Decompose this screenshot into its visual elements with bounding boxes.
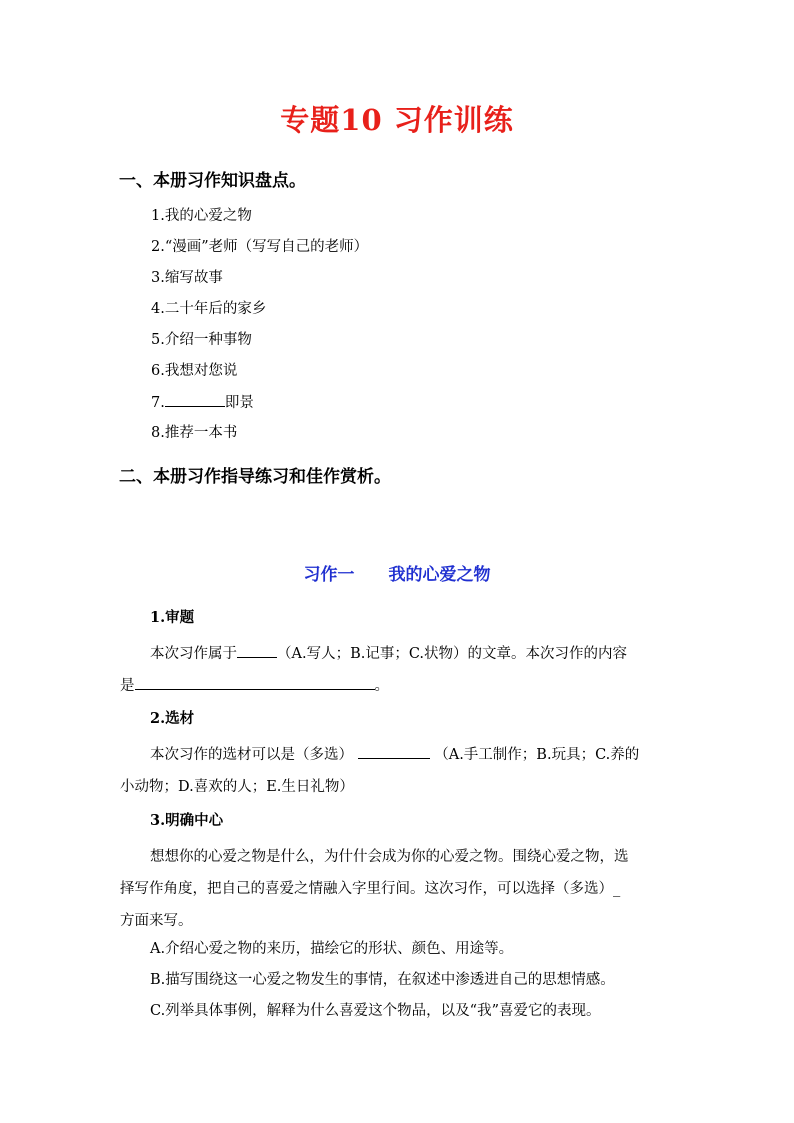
section-heading-knowledge: 一、本册习作知识盘点。 bbox=[119, 171, 306, 191]
section-heading-practice: 二、本册习作指导练习和佳作赏析。 bbox=[119, 467, 391, 487]
topic-list bbox=[151, 205, 368, 453]
fill-blank[interactable] bbox=[237, 642, 277, 658]
theme-paragraph: 想想你的心爱之物是什么，为什什会成为你的心爱之物。围绕心爱之物，选 择写作角度，把自己的喜爱之情融入字里行间。这次习作，可以选择（多选）_ 方面来写。 bbox=[120, 849, 629, 929]
topic-item: 3.缩写故事 bbox=[151, 270, 223, 286]
topic-item-number: 7. bbox=[151, 395, 165, 411]
essay-title-name: 我的心爱之物 bbox=[388, 565, 491, 585]
option-item: B.描写围绕这一心爱之物发生的事情，在叙述中渗透进自己的思想情感。 bbox=[150, 972, 615, 988]
options-list bbox=[150, 934, 615, 1027]
topic-item-suffix: 即景 bbox=[224, 395, 254, 411]
subheading-review: 1.审题 bbox=[150, 609, 195, 626]
topic-item: 4.二十年后的家乡 bbox=[151, 301, 267, 317]
material-paragraph: 本次习作的选材可以是（多选） （A.手工制作；B.玩具；C.养的 小动物；D.喜欢的人；E.生日礼物） bbox=[120, 739, 675, 803]
option-item: C.列举具体事例，解释为什么喜爱这个物品，以及“我”喜爱它的表现。 bbox=[150, 1003, 601, 1019]
page-title: 专题10 习作训练 bbox=[280, 103, 514, 137]
topic-item: 8.推荐一本书 bbox=[151, 425, 238, 441]
topic-item: 6.我想对您说 bbox=[151, 363, 238, 379]
essay-title-number: 习作一 bbox=[303, 565, 355, 585]
topic-item-7 bbox=[151, 391, 368, 422]
fill-blank[interactable] bbox=[358, 743, 430, 759]
topic-item: 1.我的心爱之物 bbox=[151, 208, 252, 224]
topic-item: 5.介绍一种事物 bbox=[151, 332, 252, 348]
essay-title bbox=[0, 560, 794, 585]
subheading-material: 2.选材 bbox=[150, 710, 195, 727]
subheading-theme: 3.明确中心 bbox=[150, 812, 224, 829]
fill-blank[interactable] bbox=[135, 674, 375, 690]
topic-item: 2.“漫画”老师（写写自己的老师） bbox=[151, 239, 369, 255]
review-paragraph: 本次习作属于 （A.写人；B.记事；C.状物）的文章。本次习作的内容 是 。 bbox=[120, 638, 675, 702]
option-item: A.介绍心爱之物的来历，描绘它的形状、颜色、用途等。 bbox=[150, 941, 514, 957]
fill-blank[interactable] bbox=[165, 391, 225, 407]
